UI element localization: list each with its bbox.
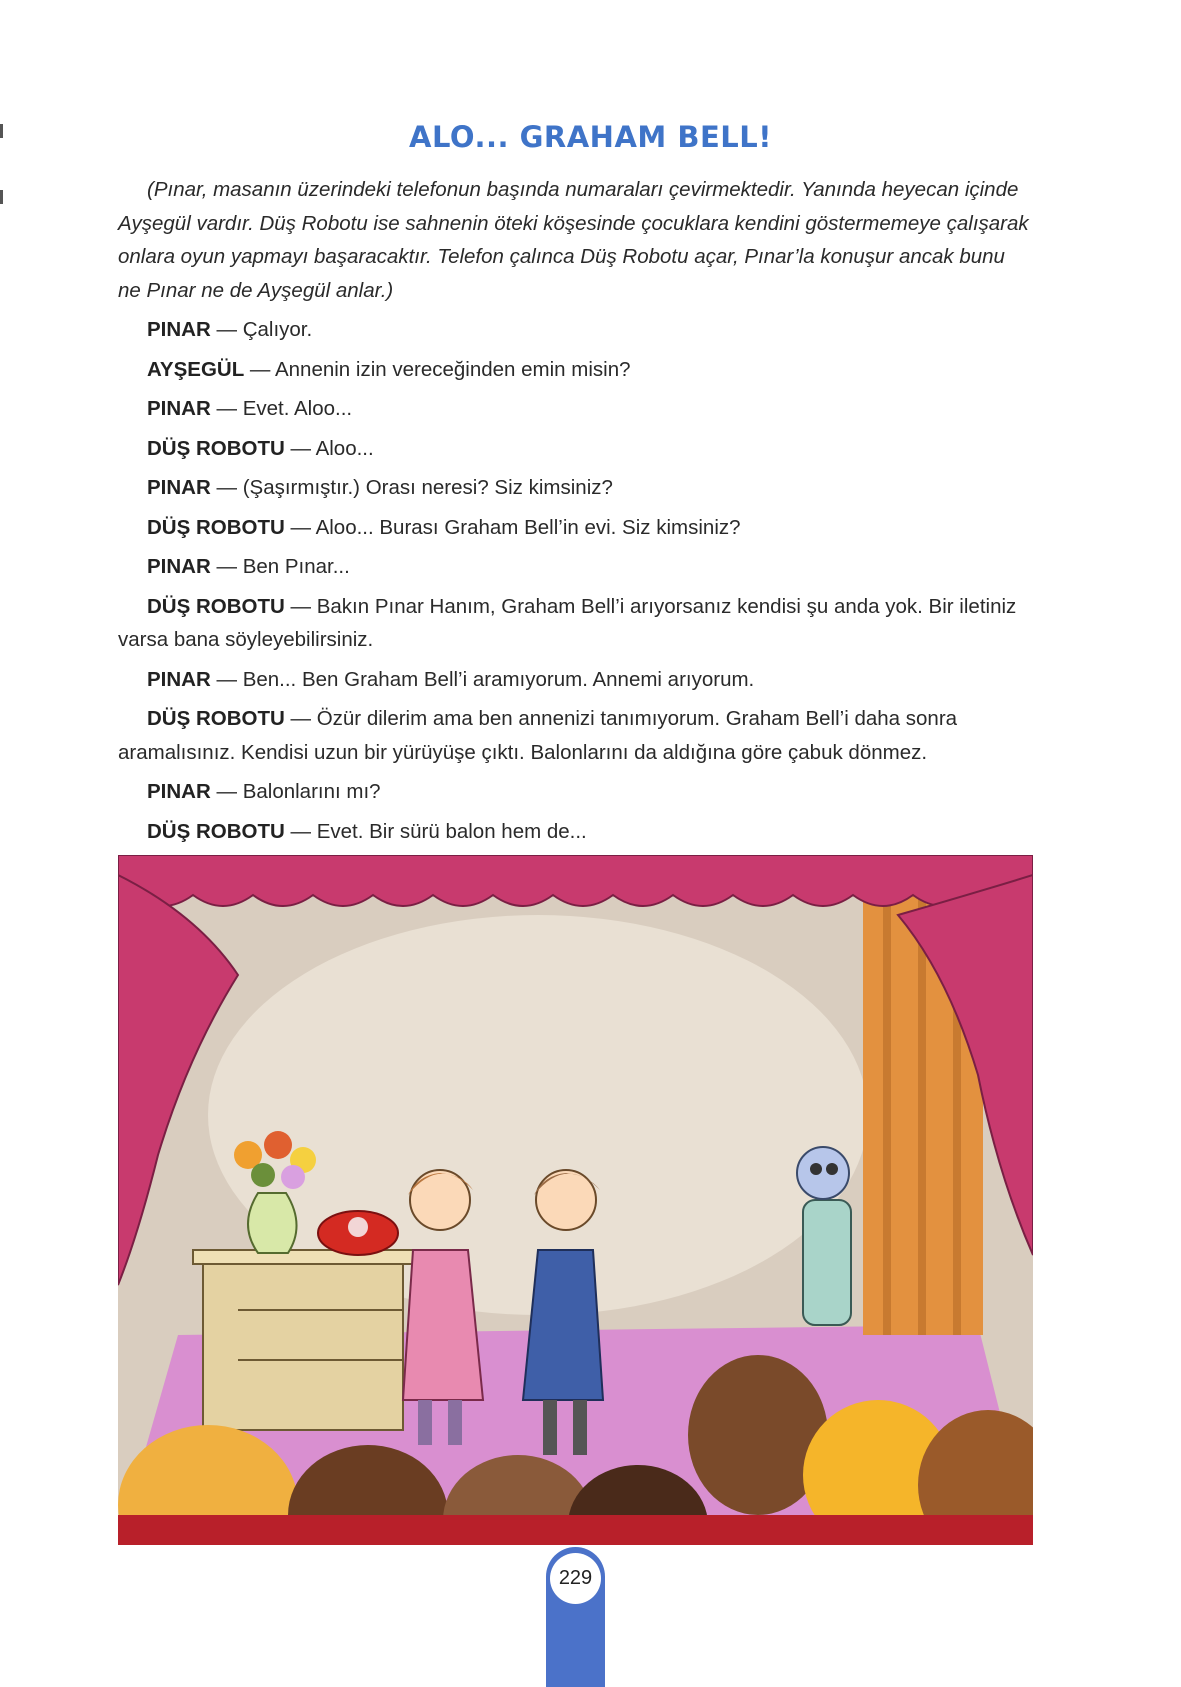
dialogue-line [118,702,1033,769]
dialogue-text: — Ben... Ben Graham Bell’i aramıyorum. Annemi arıyorum. [210,667,755,691]
dialogue-text: — Evet. Bir sürü balon hem de... [284,819,587,843]
dialogue-line [118,511,1033,545]
dialogue-text: — Bakın Pınar Hanım, Graham Bell’i arıyorsanız kendisi şu anda yok. Bir iletiniz varsa bana söyleyebilirsiniz. [118,594,1017,651]
speaker-name: PINAR [147,780,211,803]
stage-scene-drawing [118,855,1033,1545]
dialogue-text: — Özür dilerim ama ben annenizi tanımıyorum. Graham Bell’i daha sonra aramalısınız. Kendisi uzun bir yürüyüşe çıktı. Balonlarını da aldığına göre çabuk dönmez. [118,707,958,764]
speaker-name: PINAR [147,318,211,341]
speaker-name: PINAR [147,667,211,691]
stage-direction: (Pınar, masanın üzerindeki telefonun başında numaraları çevirmektedir. Yanında heyecan içinde Ayşegül vardır. Düş Robotu ise sahnenin öteki köşesinde çocuklara kendini göstermemeye çalışarak onlara oyun yapmayı başaracaktır. Telefon çalınca Düş Robotu açar, Pınar’la konuşur ancak bunu ne Pınar ne de Ayşegül anlar.) [118,178,1029,302]
dialogue-text: — (Şaşırmıştır.) Orası neresi? Siz kimsiniz? [210,476,613,499]
speaker-name: DÜŞ ROBOTU [147,515,285,539]
dialogue-line [118,815,1033,849]
page-edge-mark-bottom [0,190,3,204]
dialogue-line [118,313,1033,347]
speaker-name: DÜŞ ROBOTU [147,819,285,843]
dialogue-line [118,471,1033,505]
dialogue-line [118,775,1033,809]
speaker-name: PINAR [147,555,211,578]
dialogue-line [118,550,1033,584]
dialogue-text: — Annenin izin vereceğinden emin misin? [244,357,631,381]
speaker-name: PINAR [147,476,211,499]
stage-illustration [118,855,1033,1545]
dialogue-text: — Ben Pınar... [210,555,350,578]
speaker-name: DÜŞ ROBOTU [147,436,285,460]
dialogue-line [118,663,1033,697]
dialogue-list [118,313,1033,848]
dialogue-line [118,432,1033,466]
play-text [118,173,1033,854]
speaker-name: PINAR [147,397,211,420]
speaker-name: DÜŞ ROBOTU [147,707,285,730]
page-number: 229 [550,1553,601,1604]
dialogue-text: — Balonlarını mı? [210,780,381,803]
dialogue-line [118,392,1033,426]
dialogue-text: — Çalıyor. [210,318,313,341]
dialogue-line [118,353,1033,387]
speaker-name: AYŞEGÜL [147,357,245,381]
dialogue-line [118,590,1033,657]
dialogue-text: — Evet. Aloo... [210,397,353,420]
dialogue-text: — Aloo... Burası Graham Bell’in evi. Siz kimsiniz? [284,515,741,539]
speaker-name: DÜŞ ROBOTU [147,594,285,618]
dialogue-text: — Aloo... [284,436,374,460]
page-title: ALO... GRAHAM BELL! [409,120,772,154]
